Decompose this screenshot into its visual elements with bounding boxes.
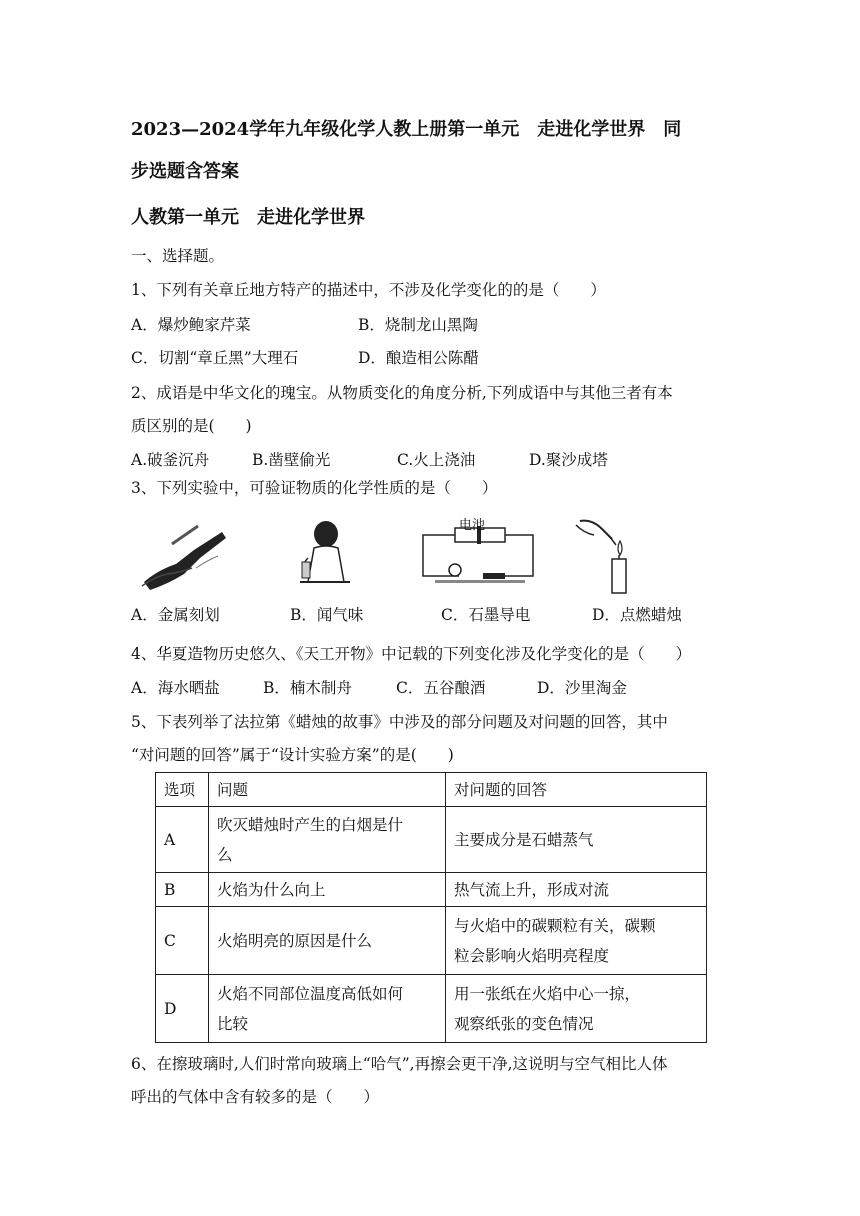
q4-option-d: D．沙里淘金 bbox=[537, 679, 627, 697]
row-question-line: 火焰明亮的原因是什么 bbox=[217, 931, 373, 950]
q3-option-c: C．石墨导电 bbox=[441, 606, 531, 624]
q4-option-c: C．五谷酿酒 bbox=[396, 679, 486, 697]
q3-option-d: D．点燃蜡烛 bbox=[592, 606, 682, 624]
row-answer-line: 与火焰中的碳颗粒有关，碳颗 bbox=[454, 916, 656, 935]
section-heading: 一、选择题。 bbox=[131, 247, 225, 265]
row-question-line: 比较 bbox=[217, 1014, 249, 1033]
q3-stem: 3、下列实验中，可验证物质的化学性质的是（ ） bbox=[131, 479, 498, 497]
row-answer bbox=[446, 907, 707, 975]
row-answer bbox=[446, 873, 707, 907]
q2-option-c: C.火上浇油 bbox=[397, 451, 476, 469]
row-answer bbox=[446, 975, 707, 1043]
unit-subtitle: 人教第一单元 走进化学世界 bbox=[131, 207, 365, 228]
header-option: 选项 bbox=[156, 773, 209, 807]
metal-scratch-illustration bbox=[138, 520, 228, 592]
q4-stem: 4、华夏造物历史悠久、《天工开物》中记载的下列变化涉及化学变化的是（ ） bbox=[131, 645, 692, 663]
row-option: A bbox=[156, 807, 209, 873]
q5-table bbox=[155, 772, 707, 1043]
table-row bbox=[156, 975, 707, 1043]
q5-stem-line-2: “对问题的回答”属于“设计实验方案”的是( ) bbox=[131, 746, 454, 764]
q1-stem: 1、下列有关章丘地方特产的描述中，不涉及化学变化的的是（ ） bbox=[131, 281, 606, 299]
q4-option-a: A．海水晒盐 bbox=[131, 679, 220, 697]
row-question-line: 火焰为什么向上 bbox=[217, 880, 326, 899]
row-option: D bbox=[156, 975, 209, 1043]
q6-stem-line-2: 呼出的气体中含有较多的是（ ） bbox=[131, 1088, 380, 1106]
q1-option-c: C．切割“章丘黑”大理石 bbox=[131, 349, 299, 367]
q1-option-d: D．酿造相公陈醋 bbox=[358, 349, 479, 367]
q1-option-b: B．烧制龙山黑陶 bbox=[358, 316, 478, 334]
row-option: B bbox=[156, 873, 209, 907]
q5-stem-line-1: 5、下表列举了法拉第《蜡烛的故事》中涉及的部分问题及对问题的回答，其中 bbox=[131, 713, 668, 731]
row-question-line: 火焰不同部位温度高低如何 bbox=[217, 984, 404, 1003]
q2-stem-line-1: 2、成语是中华文化的瑰宝。从物质变化的角度分析,下列成语中与其他三者有本 bbox=[131, 384, 673, 402]
row-question bbox=[209, 807, 446, 873]
q6-stem-line-1: 6、在擦玻璃时,人们时常向玻璃上“哈气”,再擦会更干净,这说明与空气相比人体 bbox=[131, 1055, 668, 1073]
table-header-row bbox=[156, 773, 707, 807]
row-answer bbox=[446, 807, 707, 873]
row-question-line: 吹灭蜡烛时产生的白烟是什 bbox=[217, 815, 404, 834]
q2-option-a: A.破釜沉舟 bbox=[131, 451, 210, 469]
smelling-illustration bbox=[290, 518, 360, 592]
document-title-line-1: 2023—2024学年九年级化学人教上册第一单元 走进化学世界 同 bbox=[131, 119, 682, 140]
row-answer-line: 热气流上升，形成对流 bbox=[454, 880, 610, 899]
row-question bbox=[209, 873, 446, 907]
document-title-line-2: 步选题含答案 bbox=[131, 161, 239, 182]
q4-option-b: B．楠木制舟 bbox=[263, 679, 352, 697]
q3-option-b: B．闻气味 bbox=[290, 606, 364, 624]
row-answer-line: 观察纸张的变色情况 bbox=[454, 1014, 594, 1033]
q2-option-b: B.凿壁偷光 bbox=[252, 451, 331, 469]
row-answer-line: 用一张纸在火焰中心一掠， bbox=[454, 984, 641, 1003]
row-question bbox=[209, 907, 446, 975]
row-question bbox=[209, 975, 446, 1043]
q2-stem-line-2: 质区别的是( ) bbox=[131, 417, 252, 435]
header-question: 问题 bbox=[209, 773, 446, 807]
q3-option-a: A．金属刻划 bbox=[131, 606, 220, 624]
table-row bbox=[156, 873, 707, 907]
table-row bbox=[156, 807, 707, 873]
table-row bbox=[156, 907, 707, 975]
battery-label: 电池 bbox=[459, 518, 486, 533]
q1-option-a: A．爆炒鲍家芹菜 bbox=[131, 316, 251, 334]
row-question-line: 么 bbox=[217, 845, 233, 864]
burning-candle-illustration bbox=[572, 515, 636, 595]
header-answer: 对问题的回答 bbox=[446, 773, 707, 807]
row-option: C bbox=[156, 907, 209, 975]
row-answer-line: 主要成分是石蜡蒸气 bbox=[454, 830, 594, 849]
row-answer-line: 粒会影响火焰明亮程度 bbox=[454, 946, 610, 965]
q2-option-d: D.聚沙成塔 bbox=[529, 451, 608, 469]
